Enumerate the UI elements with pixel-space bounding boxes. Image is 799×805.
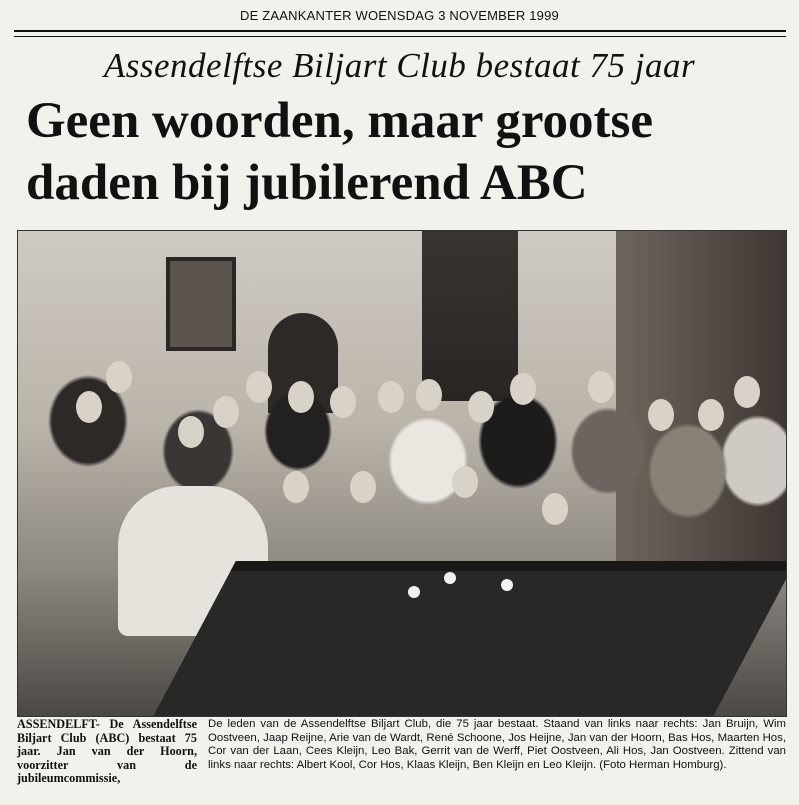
group-photo [17, 230, 787, 717]
headline-line-2: daden bij jubilerend ABC [26, 155, 588, 211]
billiard-table [140, 561, 787, 717]
masthead-rule [14, 30, 786, 32]
kicker: Assendelftse Biljart Club bestaat 75 jaar [103, 46, 696, 85]
article-intro: ASSENDELFT- De Assendelftse Biljart Club (ABC) bestaat 75 jaar. Jan van der Hoorn, voorzitter van de jubileumcommissie, [17, 717, 197, 786]
billiard-ball [444, 572, 456, 584]
header-rule [14, 36, 786, 37]
photo-caption: De leden van de Assendelftse Biljart Club, die 75 jaar bestaat. Staand van links naar rechts: Jan Bruijn, Wim Oostveen, Jaap Reijne, Arie van de Wardt, René Schoone, Jos Heijne, Jan van der Hoorn, Bas Hos, Maarten Hos, Cor van der Laan, Cees Kleijn, Leo Bak, Gerrit van de Werff, Piet Oostveen, Ali Hos, Jan Oostveen. Zittend van links naar rechts: Albert Kool, Cor Hos, Klaas Kleijn, Ben Kleijn en Leo Kleijn. (Foto Herman Homburg). [208, 718, 786, 771]
billiard-ball [408, 586, 420, 598]
headline-line-1: Geen woorden, maar grootse [26, 93, 654, 149]
wall-painting [166, 257, 236, 351]
headline [26, 90, 786, 214]
masthead: DE ZAANKANTER WOENSDAG 3 NOVEMBER 1999 [240, 8, 559, 23]
billiard-ball [501, 579, 513, 591]
